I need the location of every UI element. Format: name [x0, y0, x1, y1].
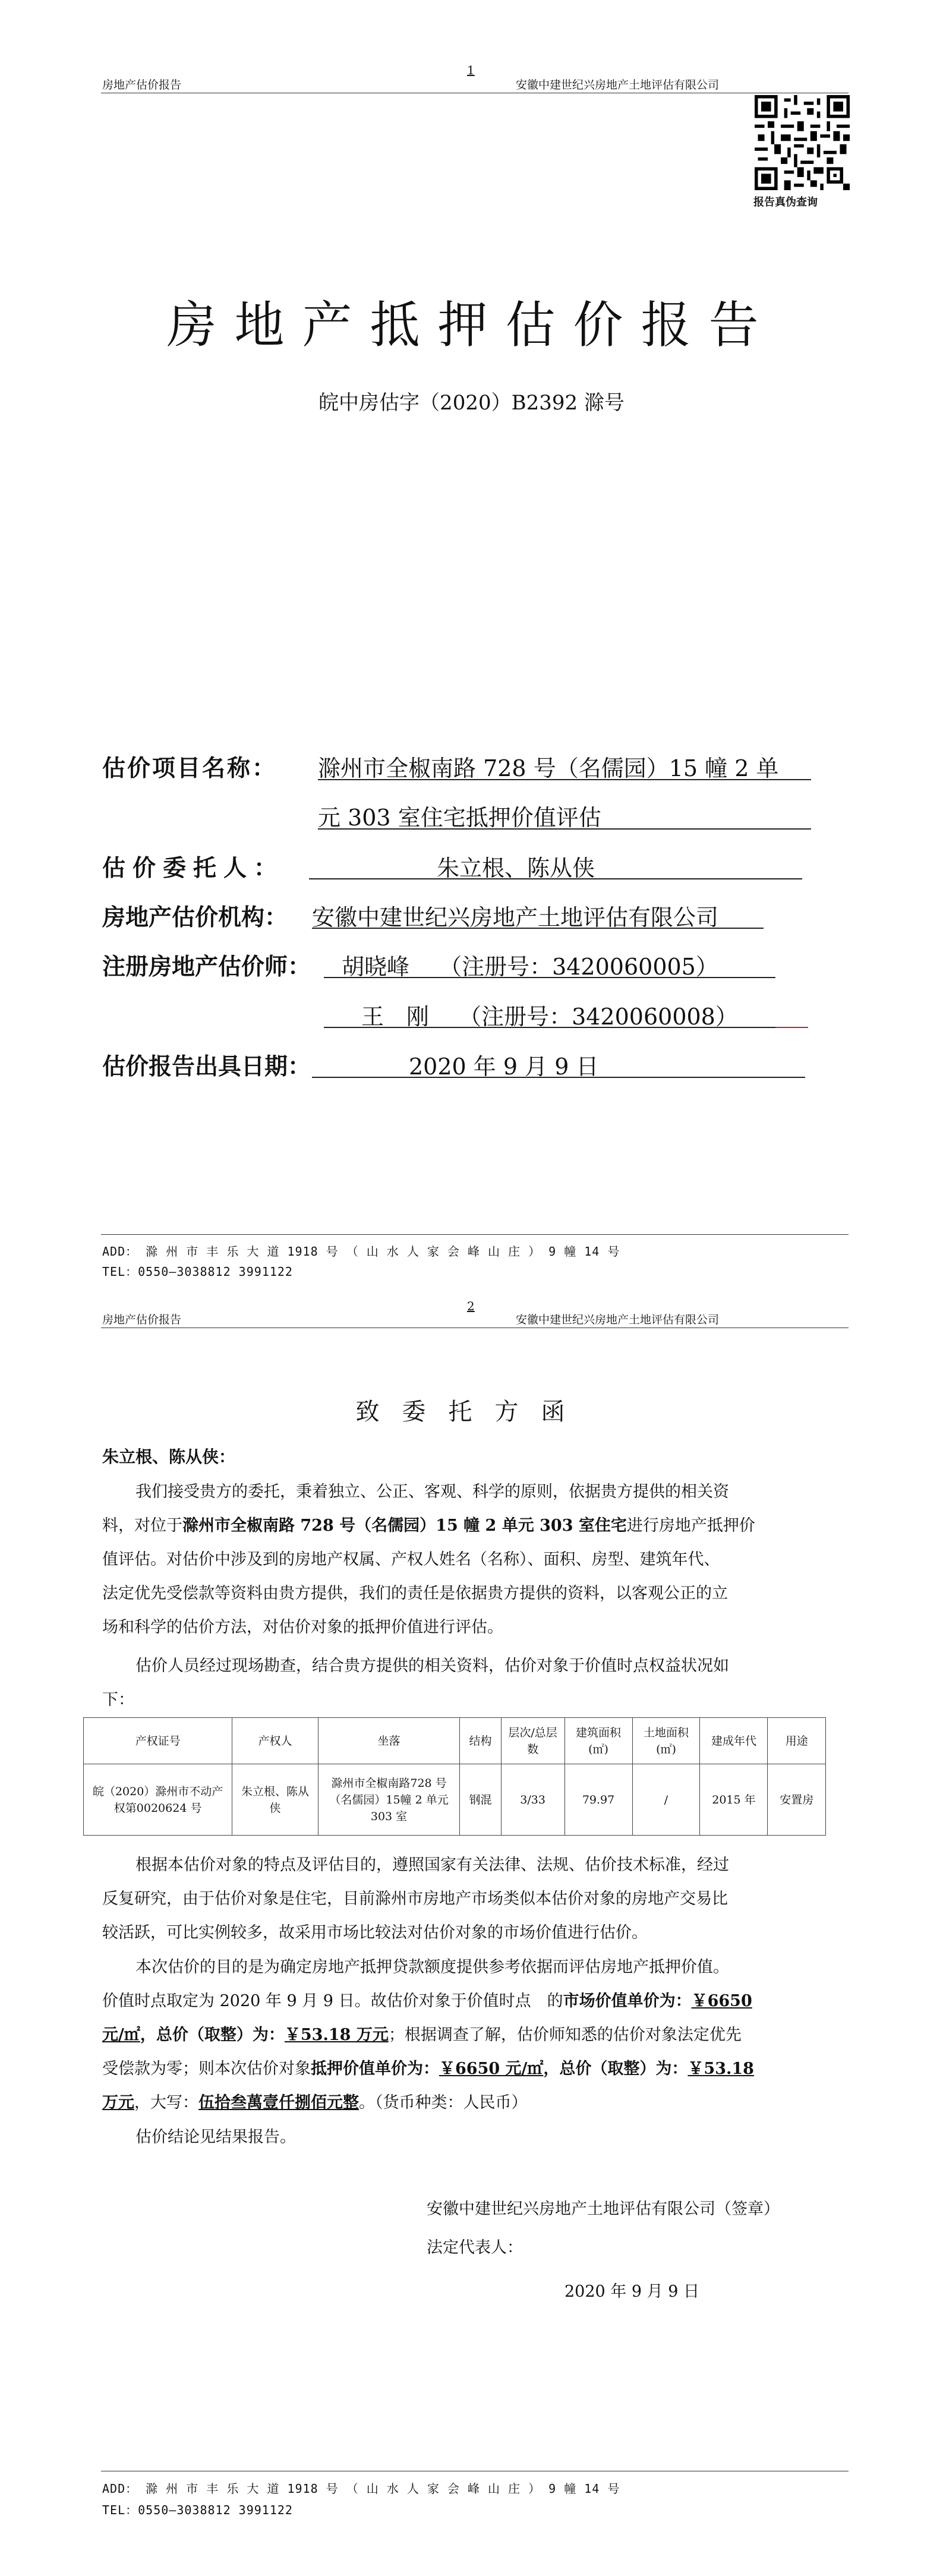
text: 进行房地产抵押价 — [626, 1516, 755, 1535]
underline — [312, 1077, 805, 1078]
paragraph-5-line: 估价结论见结果报告。 — [135, 2128, 296, 2146]
table-header: 层次/总层数 — [501, 1718, 564, 1764]
table-header: 产权证号 — [84, 1718, 232, 1764]
paragraph-3-line: 反复研究，由于估价对象是住宅，目前滁州市房地产市场类似本估价对象的房地产交易比 — [102, 1890, 728, 1908]
paragraph-1-line: 场和科学的估价方法，对估价对象的抵押价值进行评估。 — [102, 1618, 503, 1637]
letter-title: 致委托方函 — [355, 1398, 588, 1426]
text: 受偿款为零；则本次估价对象 — [102, 2060, 311, 2078]
table-cell: 朱立根、陈从侠 — [232, 1764, 318, 1836]
property-address: 滁州市全椒南路 728 号（名儒园）15 幢 2 单元 303 室住宅 — [182, 1516, 627, 1535]
text: ，大写： — [134, 2093, 198, 2112]
appraiser-1: 胡晓峰 （注册号：3420060005） — [342, 954, 718, 980]
text: 料，对位于 — [102, 1516, 182, 1535]
page2-footer-phone: TEL：0550—3038812 3991122 — [102, 2503, 293, 2517]
page1-header-left: 房地产估价报告 — [102, 78, 182, 92]
signature-company: 安徽中建世纪兴房地产土地评估有限公司（签章） — [427, 2200, 780, 2218]
market-unit-price-unit: 元/㎡ — [102, 2026, 140, 2044]
table-header: 土地面积(㎡) — [632, 1718, 700, 1764]
underline — [324, 1027, 775, 1028]
table-cell: 安置房 — [768, 1764, 826, 1836]
amount-in-words: 伍拾叁萬壹仟捌佰元整 — [198, 2093, 359, 2112]
paragraph-4-line: 本次估价的目的是为确定房地产抵押贷款额度提供参考依据而评估房地产抵押价值。 — [135, 1958, 729, 1976]
underline — [324, 977, 775, 978]
paragraph-2 — [102, 1649, 849, 1717]
table-cell: 钢混 — [460, 1764, 501, 1836]
page2-footer-address: ADD： 滁 州 市 丰 乐 大 道 1918 号 （ 山 水 人 家 会 峰 山 庄 ） 9 幢 14 号 — [102, 2482, 620, 2496]
agency-label: 房地产估价机构： — [102, 904, 288, 931]
paragraph-3-line: 根据本估价对象的特点及评估目的，遵照国家有关法律、法规、估价技术标准，经过 — [135, 1856, 729, 1874]
report-date-label: 估价报告出具日期： — [102, 1053, 311, 1080]
signature-legal-rep: 法定代表人： — [427, 2238, 523, 2257]
table-cell: 2015 年 — [700, 1764, 768, 1836]
appraiser-label: 注册房地产估价师： — [102, 953, 311, 980]
paragraph-5 — [102, 2120, 849, 2154]
table-cell: 皖（2020）滁州市不动产权第0020624 号 — [84, 1764, 232, 1836]
project-name-value-line2: 元 303 室住宅抵押价值评估 — [318, 805, 601, 831]
text: ；根据调查了解，估价师知悉的估价对象法定优先 — [388, 2026, 742, 2044]
page2-number: 2 — [467, 1299, 475, 1313]
page1-footer-phone: TEL：0550—3038812 3991122 — [102, 1265, 293, 1279]
paragraph-1 — [102, 1475, 849, 1644]
mortgage-total-unit: 万元 — [102, 2093, 134, 2112]
underline — [318, 779, 811, 780]
text: 价值时点取定为 2020 年 9 月 9 日。故估价对象于价值时点 的 — [102, 1992, 563, 2010]
text: 市场价值单价为： — [563, 1992, 692, 2010]
page2-header-right: 安徽中建世纪兴房地产土地评估有限公司 — [516, 1313, 720, 1326]
report-title: 房地产抵押估价报告 — [166, 296, 777, 354]
project-name-value-line1: 滁州市全椒南路 728 号（名儒园）15 幢 2 单 — [318, 755, 779, 781]
table-header: 建成年代 — [700, 1718, 768, 1764]
table-header: 结构 — [460, 1718, 501, 1764]
table-header-row — [84, 1718, 826, 1764]
table-cell: / — [632, 1764, 700, 1836]
report-date-value: 2020 年 9 月 9 日 — [409, 1054, 599, 1080]
market-total-price: ￥53.18 万元 — [284, 2026, 389, 2044]
appraiser-2: 王 刚 （注册号：3420060008） — [361, 1004, 738, 1030]
text: 抵押价值单价为： — [311, 2060, 439, 2078]
page1-footer-rule — [101, 1234, 849, 1235]
agency-value: 安徽中建世纪兴房地产土地评估有限公司 — [312, 904, 719, 931]
client-value: 朱立根、陈从侠 — [437, 855, 595, 881]
red-mark — [775, 1027, 808, 1028]
paragraph-2-line: 下： — [102, 1691, 134, 1709]
paragraph-3-line: 较活跃，可比实例较多，故采用市场比较法对估价对象的市场价值进行估价。 — [102, 1924, 648, 1942]
page1-header-right: 安徽中建世纪兴房地产土地评估有限公司 — [516, 78, 720, 92]
underline — [312, 928, 764, 929]
page2-header-left: 房地产估价报告 — [102, 1313, 182, 1326]
underline — [309, 878, 802, 879]
client-label: 估价委托人： — [102, 855, 285, 882]
document-number: 皖中房估字（2020）B2392 滁号 — [318, 391, 625, 415]
table-header: 产权人 — [232, 1718, 318, 1764]
paragraph-1-line: 我们接受贵方的委托，秉着独立、公正、客观、科学的原则，依据贵方提供的相关资 — [135, 1483, 729, 1501]
project-name-label: 估价项目名称： — [102, 755, 277, 782]
qr-code-icon[interactable] — [755, 95, 850, 190]
paragraph-1-line: 值评估。对估价中涉及到的房地产权属、产权人姓名（名称）、面积、房型、建筑年代、 — [102, 1550, 720, 1569]
paragraph-3 — [102, 1848, 849, 1950]
table-row — [84, 1764, 826, 1836]
table-cell: 3/33 — [501, 1764, 564, 1836]
paragraph-1-line: 法定优先受偿款等资料由贵方提供，我们的责任是依据贵方提供的资料，以客观公正的立 — [102, 1584, 728, 1603]
table-header: 坐落 — [318, 1718, 460, 1764]
underline — [318, 828, 811, 830]
mortgage-total-price: ￥53.18 — [687, 2060, 754, 2078]
page1-footer-address: ADD： 滁 州 市 丰 乐 大 道 1918 号 （ 山 水 人 家 会 峰 山 庄 ） 9 幢 14 号 — [102, 1244, 620, 1259]
page1-number: 1 — [467, 63, 475, 77]
qr-caption: 报告真伪查询 — [753, 196, 818, 209]
table-cell: 79.97 — [564, 1764, 632, 1836]
letter-salutation: 朱立根、陈从侠： — [102, 1447, 236, 1467]
market-unit-price: ￥6650 — [691, 1992, 752, 2010]
table-header: 用途 — [768, 1718, 826, 1764]
text: ，总价（取整）为： — [140, 2026, 285, 2044]
text: ，总价（取整）为： — [543, 2060, 688, 2078]
mortgage-unit-price: ￥6650 元/㎡ — [439, 2060, 544, 2078]
table-header: 建筑面积(㎡) — [564, 1718, 632, 1764]
property-table — [83, 1717, 826, 1836]
paragraph-2-line: 估价人员经过现场勘查，结合贵方提供的相关资料，估价对象于价值时点权益状况如 — [135, 1657, 729, 1675]
paragraph-4 — [102, 1950, 849, 2120]
table-cell: 滁州市全椒南路728 号（名儒园）15幢 2 单元 303 室 — [318, 1764, 460, 1836]
signature-date: 2020 年 9 月 9 日 — [564, 2282, 699, 2301]
text: 。（货币种类：人民币） — [359, 2093, 528, 2112]
